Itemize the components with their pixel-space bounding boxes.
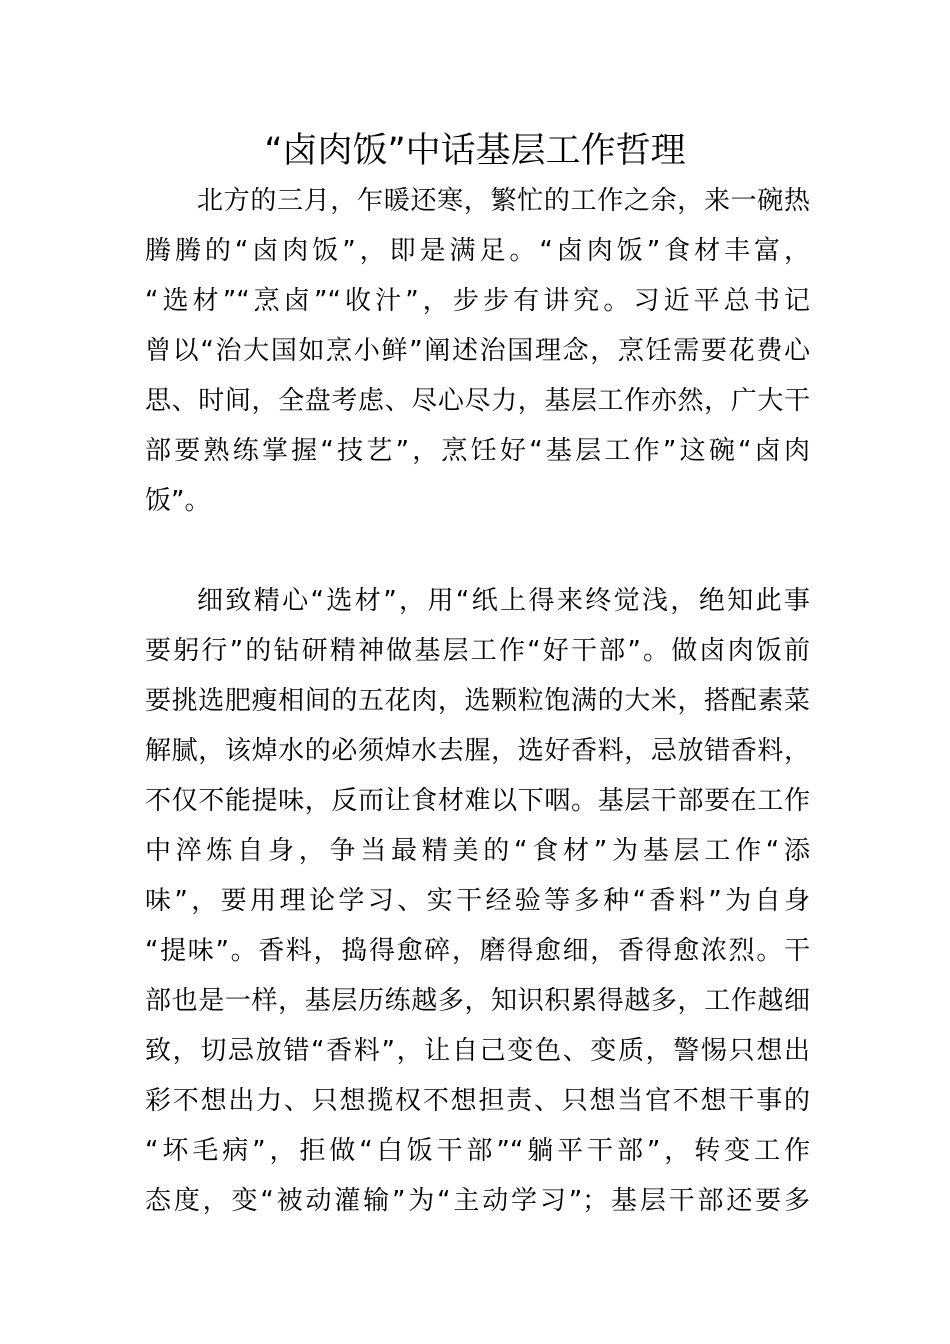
text-line: “选材”“烹卤”“收汁”，步步有讲究。习近平总书记 <box>145 286 810 316</box>
text-line: 彩不想出力、只想揽权不想担责、只想当官不想干事的 <box>145 1086 810 1116</box>
text-line: 态度，变“被动灌输”为“主动学习”；基层干部还要多 <box>145 1186 810 1216</box>
paragraph-spacer <box>145 526 810 576</box>
paragraph-1 <box>145 176 810 526</box>
text-line: 部也是一样，基层历练越多，知识积累得越多，工作越细 <box>145 986 810 1016</box>
text-line: “提味”。香料，捣得愈碎，磨得愈细，香得愈浓烈。干 <box>145 936 810 966</box>
text-line: 味”，要用理论学习、实干经验等多种“香料”为自身 <box>145 886 810 916</box>
text-line: 致，切忌放错“香料”，让自己变色、变质，警惕只想出 <box>145 1036 810 1066</box>
text-line: 部要熟练掌握“技艺”，烹饪好“基层工作”这碗“卤肉 <box>145 436 810 466</box>
text-line: “坏毛病”，拒做“白饭干部”“躺平干部”，转变工作 <box>145 1136 810 1166</box>
text-line: 解腻，该焯水的必须焯水去腥，选好香料，忌放错香料， <box>145 736 810 766</box>
text-line: 腾腾的“卤肉饭”，即是满足。“卤肉饭”食材丰富， <box>145 236 810 266</box>
text-line: 要挑选肥瘦相间的五花肉，选颗粒饱满的大米，搭配素菜 <box>145 686 810 716</box>
text-line: 曾以“治大国如烹小鲜”阐述治国理念，烹饪需要花费心 <box>145 336 810 366</box>
text-line: 要躬行”的钻研精神做基层工作“好干部”。做卤肉饭前 <box>145 636 810 666</box>
text-line: 北方的三月，乍暖还寒，繁忙的工作之余，来一碗热 <box>197 186 810 216</box>
text-line: 细致精心“选材”，用“纸上得来终觉浅，绝知此事 <box>197 586 810 616</box>
text-line: 不仅不能提味，反而让食材难以下咽。基层干部要在工作 <box>145 786 810 816</box>
text-line: 饭”。 <box>145 486 211 516</box>
text-line: 中淬炼自身，争当最精美的“食材”为基层工作“添 <box>145 836 810 866</box>
document-title: “卤肉饭”中话基层工作哲理 <box>264 131 686 171</box>
text-line: 思、时间，全盘考虑、尽心尽力，基层工作亦然，广大干 <box>145 386 810 416</box>
document-body <box>145 176 810 1226</box>
paragraph-2 <box>145 576 810 1226</box>
